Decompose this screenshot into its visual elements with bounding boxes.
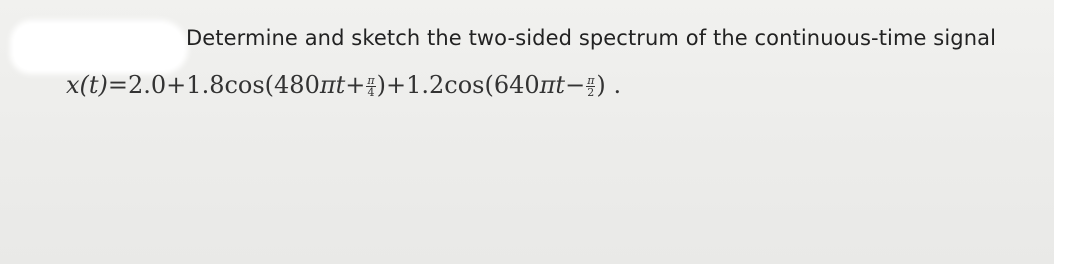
frac2-numerator: π <box>587 74 595 87</box>
equation-close2: ) <box>596 71 606 99</box>
signal-equation <box>66 71 621 99</box>
equation-equals: = <box>107 71 129 99</box>
phase-fraction-1 <box>366 75 375 98</box>
equation-cos1: cos(480 <box>224 71 320 99</box>
equation-close1: )+1.2 <box>376 71 445 99</box>
frac1-denominator: 4 <box>367 86 375 99</box>
equation-plus1: + <box>345 71 366 99</box>
equation-minus2: − <box>565 71 586 99</box>
equation-lhs: x(t) <box>66 71 108 99</box>
phase-fraction-2 <box>586 75 595 98</box>
page-edge <box>1054 0 1080 264</box>
equation-constant: 2.0+1.8 <box>128 71 225 99</box>
equation-pi1: πt <box>319 71 346 99</box>
equation-period: . <box>613 71 622 99</box>
equation-cos2: cos(640 <box>444 71 540 99</box>
frac2-denominator: 2 <box>587 86 595 99</box>
redaction-blob <box>14 24 184 70</box>
frac1-numerator: π <box>367 74 375 87</box>
question-prompt: Determine and sketch the two-sided spectrum of the continuous-time signal <box>186 26 997 50</box>
equation-pi2: πt <box>539 71 566 99</box>
